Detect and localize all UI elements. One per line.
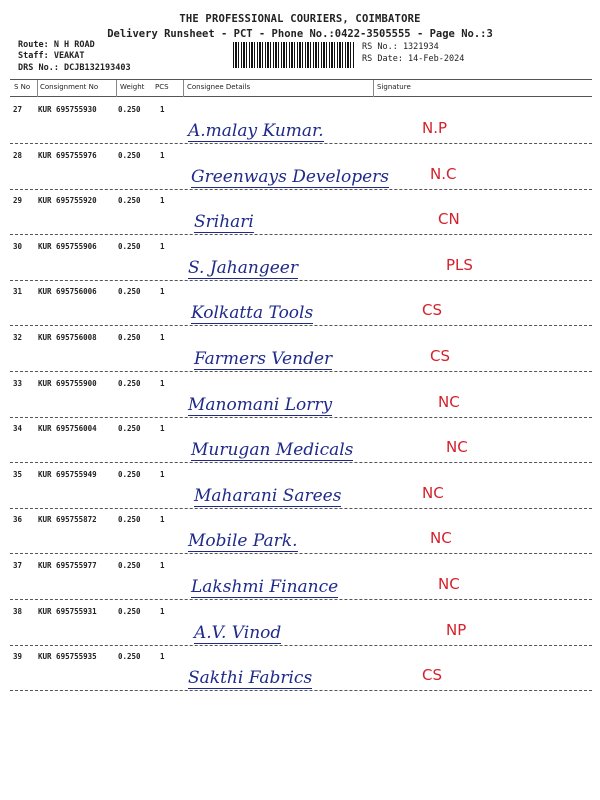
row-consignment-number: KUR 695756008 xyxy=(38,333,97,342)
column-divider xyxy=(116,80,117,97)
row-pieces: 1 xyxy=(160,287,165,297)
handwritten-consignee-name: Manomani Lorry xyxy=(188,394,333,415)
row-weight: 0.250 xyxy=(118,652,141,662)
table-row xyxy=(10,327,592,372)
handwritten-consignee-name: Lakshmi Finance xyxy=(191,577,339,597)
row-serial-number: 37 xyxy=(13,561,23,570)
table-row xyxy=(10,418,592,463)
row-pieces: 1 xyxy=(160,469,165,479)
row-weight: 0.250 xyxy=(118,561,141,570)
route-text: Route: N H ROAD xyxy=(18,40,95,50)
drs-number: DRS No.: DCJB132193403 xyxy=(18,63,131,73)
row-serial-number: 29 xyxy=(13,196,23,206)
runsheet-subtitle: Delivery Runsheet - PCT - Phone No.:0422-3505555 - Page No.:3 xyxy=(107,28,493,40)
row-consignment-number: KUR 695755906 xyxy=(38,241,97,251)
row-consignment-number: KUR 695755949 xyxy=(38,469,97,479)
staff-text: Staff: VEAKAT xyxy=(18,51,85,61)
row-consignment-number: KUR 695755977 xyxy=(38,561,97,570)
row-weight: 0.250 xyxy=(118,424,141,434)
table-row xyxy=(10,99,592,144)
table-row xyxy=(10,509,592,554)
column-divider xyxy=(373,80,374,97)
row-weight: 0.250 xyxy=(118,241,141,251)
row-pieces: 1 xyxy=(160,561,165,570)
delivery-status-mark: NC xyxy=(422,483,444,502)
delivery-status-mark: NC xyxy=(430,529,452,548)
delivery-status-mark: N.C xyxy=(430,164,457,183)
table-row xyxy=(10,145,592,190)
row-pieces: 1 xyxy=(160,150,165,160)
company-title: THE PROFESSIONAL COURIERS, COIMBATORE xyxy=(179,13,421,25)
col-header-consignment: Consignment No xyxy=(40,83,99,91)
row-weight: 0.250 xyxy=(118,333,141,342)
col-header-signature: Signature xyxy=(377,83,411,91)
row-pieces: 1 xyxy=(160,196,165,206)
row-serial-number: 27 xyxy=(13,105,23,114)
delivery-status-mark: NP xyxy=(446,620,467,639)
column-divider xyxy=(37,80,38,97)
table-row xyxy=(10,555,592,600)
table-row xyxy=(10,281,592,326)
row-pieces: 1 xyxy=(160,241,165,251)
delivery-status-mark: CS xyxy=(422,666,442,685)
row-consignment-number: KUR 695755872 xyxy=(38,515,97,525)
handwritten-consignee-name: Farmers Vender xyxy=(194,349,333,369)
row-consignment-number: KUR 695755935 xyxy=(38,652,97,662)
row-consignment-number: KUR 695755920 xyxy=(38,196,97,206)
handwritten-consignee-name: A.malay Kumar. xyxy=(188,121,324,141)
table-row xyxy=(10,190,592,235)
barcode-image xyxy=(233,42,355,68)
row-pieces: 1 xyxy=(160,424,165,434)
row-weight: 0.250 xyxy=(118,378,141,388)
row-weight: 0.250 xyxy=(118,287,141,297)
handwritten-consignee-name: Srihari xyxy=(194,212,254,233)
row-serial-number: 35 xyxy=(13,469,23,479)
delivery-status-mark: CS xyxy=(422,301,442,320)
row-weight: 0.250 xyxy=(118,105,141,114)
row-consignment-number: KUR 695756004 xyxy=(38,424,97,434)
row-weight: 0.250 xyxy=(118,515,141,525)
row-pieces: 1 xyxy=(160,652,165,662)
row-consignment-number: KUR 695755931 xyxy=(38,606,97,616)
row-weight: 0.250 xyxy=(118,469,141,479)
row-pieces: 1 xyxy=(160,606,165,616)
table-row xyxy=(10,236,592,281)
row-consignment-number: KUR 695755930 xyxy=(38,105,97,114)
handwritten-consignee-name: S. Jahangeer xyxy=(188,257,298,278)
col-header-pcs: PCS xyxy=(155,83,169,91)
row-separator xyxy=(10,690,592,691)
row-serial-number: 30 xyxy=(13,241,23,251)
row-serial-number: 31 xyxy=(13,287,23,297)
row-weight: 0.250 xyxy=(118,606,141,616)
table-row xyxy=(10,373,592,418)
row-consignment-number: KUR 695755900 xyxy=(38,378,97,388)
row-weight: 0.250 xyxy=(118,150,141,160)
row-weight: 0.250 xyxy=(118,196,141,206)
row-serial-number: 32 xyxy=(13,333,23,342)
row-serial-number: 28 xyxy=(13,150,23,160)
delivery-status-mark: NC xyxy=(438,392,460,411)
row-consignment-number: KUR 695755976 xyxy=(38,150,97,160)
row-pieces: 1 xyxy=(160,333,165,342)
row-pieces: 1 xyxy=(160,105,165,114)
delivery-status-mark: PLS xyxy=(446,255,473,274)
table-row xyxy=(10,601,592,646)
row-pieces: 1 xyxy=(160,515,165,525)
handwritten-consignee-name: Maharani Sarees xyxy=(194,485,342,506)
col-header-weight: Weight xyxy=(120,83,145,91)
col-header-sno: S No xyxy=(14,83,31,91)
row-serial-number: 33 xyxy=(13,378,23,388)
handwritten-consignee-name: Murugan Medicals xyxy=(191,440,354,461)
rs-date: RS Date: 14-Feb-2024 xyxy=(362,54,465,64)
col-header-consignee: Consignee Details xyxy=(187,83,251,91)
row-serial-number: 38 xyxy=(13,606,23,616)
handwritten-consignee-name: Greenways Developers xyxy=(191,166,390,187)
table-row xyxy=(10,464,592,509)
row-serial-number: 39 xyxy=(13,652,23,662)
handwritten-consignee-name: Sakthi Fabrics xyxy=(188,668,313,689)
header-top-rule xyxy=(10,79,592,80)
handwritten-consignee-name: A.V. Vinod xyxy=(194,622,282,643)
header-bottom-rule xyxy=(10,96,592,97)
handwritten-consignee-name: Kolkatta Tools xyxy=(191,303,314,324)
rs-number: RS No.: 1321934 xyxy=(362,42,439,52)
row-consignment-number: KUR 695756006 xyxy=(38,287,97,297)
delivery-status-mark: N.P xyxy=(422,119,448,137)
delivery-status-mark: NC xyxy=(438,575,460,593)
row-serial-number: 34 xyxy=(13,424,23,434)
table-row xyxy=(10,646,592,691)
column-divider xyxy=(183,80,184,97)
handwritten-consignee-name: Mobile Park. xyxy=(188,531,298,552)
delivery-status-mark: CS xyxy=(430,347,450,365)
row-pieces: 1 xyxy=(160,378,165,388)
delivery-status-mark: NC xyxy=(446,438,468,457)
row-serial-number: 36 xyxy=(13,515,23,525)
delivery-status-mark: CN xyxy=(438,210,460,229)
